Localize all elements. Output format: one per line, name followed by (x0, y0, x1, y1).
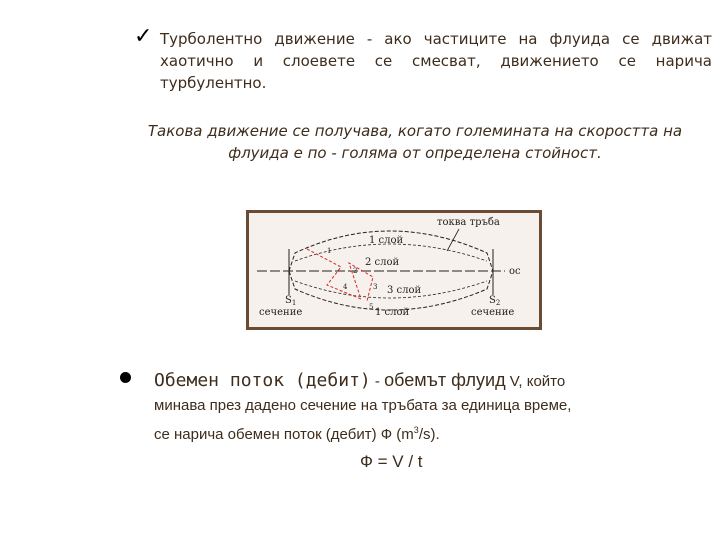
flow-tube-figure (246, 210, 542, 330)
tube-label: токва тръба (437, 217, 500, 228)
turbulent-condition-note: Такова движение се получава, когато големината на скоростта на флуида е по - голяма от определена стойност. (147, 122, 683, 162)
turbulent-definition: Турболентно движение - ако частиците на флуида се движат хаотично и слоевете се смесват, движението се нарича турбулентно. (160, 30, 712, 92)
s1-label: $S_1$ (285, 295, 297, 307)
axis-label: ос (509, 266, 521, 277)
layer1-label: 1 слой (369, 235, 404, 246)
layer2-label: 2 слой (365, 257, 400, 268)
volume-flow-definition: Обемен поток (дебит) - обемът флуид V, който минава през дадено сечение на тръбата за единица време, се нарича обемен поток (дебит) Ф $(m^3/s)$. (154, 368, 714, 447)
check-bullet-icon: ✓ (134, 24, 153, 49)
volume-flow-term: Обемен поток (дебит) (154, 370, 371, 391)
section-left-label: сечение (259, 307, 303, 318)
particle-num-2: 2 (353, 267, 358, 275)
volume-flow-formula: Ф = V / t (360, 452, 423, 471)
s2-label: $S_2$ (489, 295, 501, 307)
tube-pointer-line (447, 229, 459, 251)
volume-flow-line3: се нарича обемен поток (дебит) Ф $(m^3/s)$. (154, 425, 440, 443)
particle-num-1: 1 (327, 247, 332, 255)
section-right-label: сечение (471, 307, 515, 318)
layer3-label: 3 слой (387, 285, 422, 296)
flow-tube-diagram (249, 213, 539, 327)
particle-num-3: 3 (373, 283, 378, 291)
particle-num-5: 5 (369, 303, 374, 311)
volume-flow-line2: минава през дадено сечение на тръбата за единица време, (154, 397, 572, 414)
layer1-bottom-label: 1 слой (375, 307, 410, 318)
bullet-dot-icon (120, 372, 131, 383)
particle-num-4: 4 (343, 283, 348, 291)
